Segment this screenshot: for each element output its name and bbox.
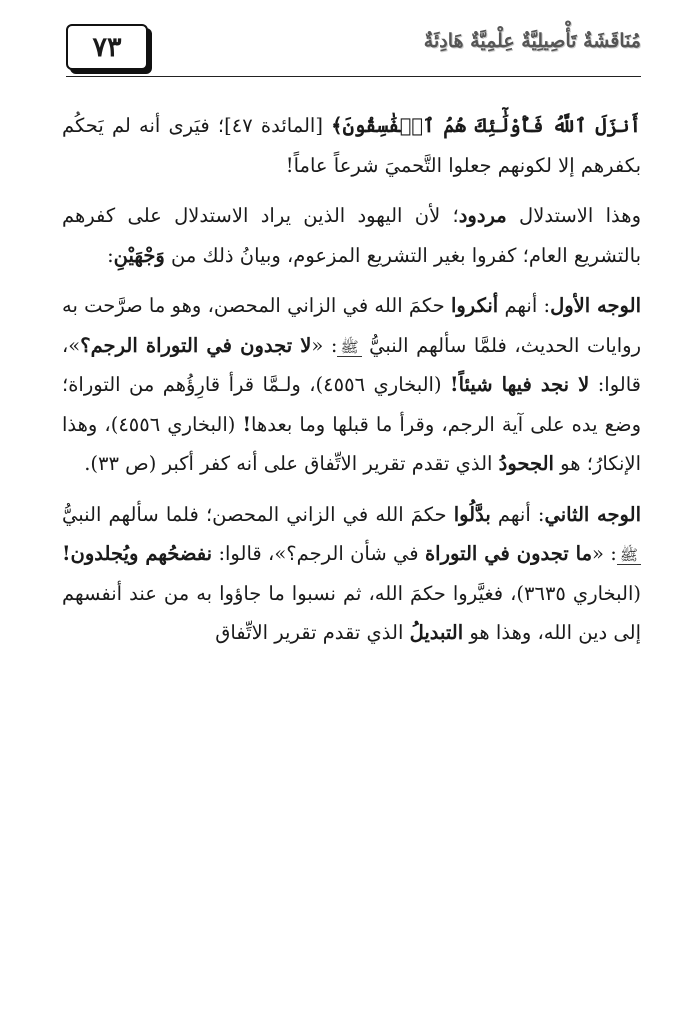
emphasis-rejected: مردود [458,204,507,227]
text-run: [المائدة ٤٧]؛ فيَرى أنه لم يَحكُم بكفرهم إلا لكونهم جعلوا التَّحميَ شرعاً عاماً! [62,114,641,177]
emphasis-alteration: التبديلُ [409,621,464,644]
page-number [66,24,148,70]
text-run: (البخاري ٣٦٣٥)، فغيَّروا حكمَ الله، ثم نسبوا ما جاؤوا به من عند أنفسهم إلى دين الله، وهذا هو [62,581,641,644]
text-run: وهذا الاستدلال [506,204,641,227]
heading-first-aspect: الوجه الأول [550,294,641,317]
text-run: ؛ لأن اليهود الذين يراد الاستدلال على كفرهم بالتشريع العام؛ كفروا بغير التشريع المزعوم، وبيانُ ذلك من [62,204,641,267]
text-run: : « [311,333,338,357]
quran-verse: أَنزَلَ ٱللَّهُ فَأُوْلَٰٓئِكَ هُمُ ٱلۡفَٰسِقُونَ﴾ [331,114,641,137]
text-run: : أنهم [498,294,551,317]
text-run: حكمَ الله في الزاني المحصن؛ فلما سألهم النبيُّ [62,502,454,526]
exclamation: ! [242,412,252,436]
emphasis-denied: أنكروا [450,294,499,317]
hadith-answer: نفضحُهم ويُجلدون! [62,542,213,565]
hadith-question: ما تجدون في التوراة [424,542,593,565]
text-run: : « [592,542,617,565]
heading-second-aspect: الوجه الثاني [544,502,641,526]
text-run: حكمَ الله في الزاني المحصن، وهو ما صرَّحت به روايات الحديث، فلمَّا سألهم النبيُّ [62,294,641,357]
hadith-question: لا تجدون في التوراة الرجم؟ [80,333,312,357]
emphasis-denial: الجحودُ [498,452,554,475]
hadith-answer: لا نجد فيها شيئاً! [450,373,590,396]
page-number-text: ٧٣ [92,31,122,63]
emphasis-altered: بدَّلُوا [453,502,491,526]
text-run: في شأن الرجم؟»، قالوا: [212,542,425,565]
paragraph-first-aspect [62,286,641,484]
text-run: (البخاري ٤٥٥٦)، وهذا الإنكارُ؛ هو [62,412,641,475]
paragraph-second-aspect [62,495,641,653]
page-body [62,106,641,664]
header-divider [66,76,641,77]
text-run: (البخاري ٤٥٥٦)، ولـمَّا قرأ قارِؤُهم من التوراة؛ وضع يده على آية الرجم، وقرأ ما قبلها وما بعدها [62,373,641,436]
text-run: الذي تقدم تقرير الاتِّفاق على أنه كفر أكبر (ص ٣٣). [84,452,499,475]
text-run: : أنهم [490,502,545,526]
text-run: الذي تقدم تقرير الاتِّفاق [215,621,410,644]
sallallahu-honorific-icon: ﷺ [617,546,641,565]
text-run: »، قالوا: [62,333,641,396]
running-title: مُنَاقَشَةٌ تَأْصِيلِيَّةٌ عِلْمِيَّةٌ هَادِئَةٌ [423,30,641,52]
sallallahu-honorific-icon: ﷺ [337,338,361,357]
emphasis-two-aspects: وَجْهَيْنِ [113,243,165,267]
paragraph-quran-conclusion [62,106,641,185]
paragraph-refutation-intro [62,196,641,275]
text-run: : [107,243,114,267]
